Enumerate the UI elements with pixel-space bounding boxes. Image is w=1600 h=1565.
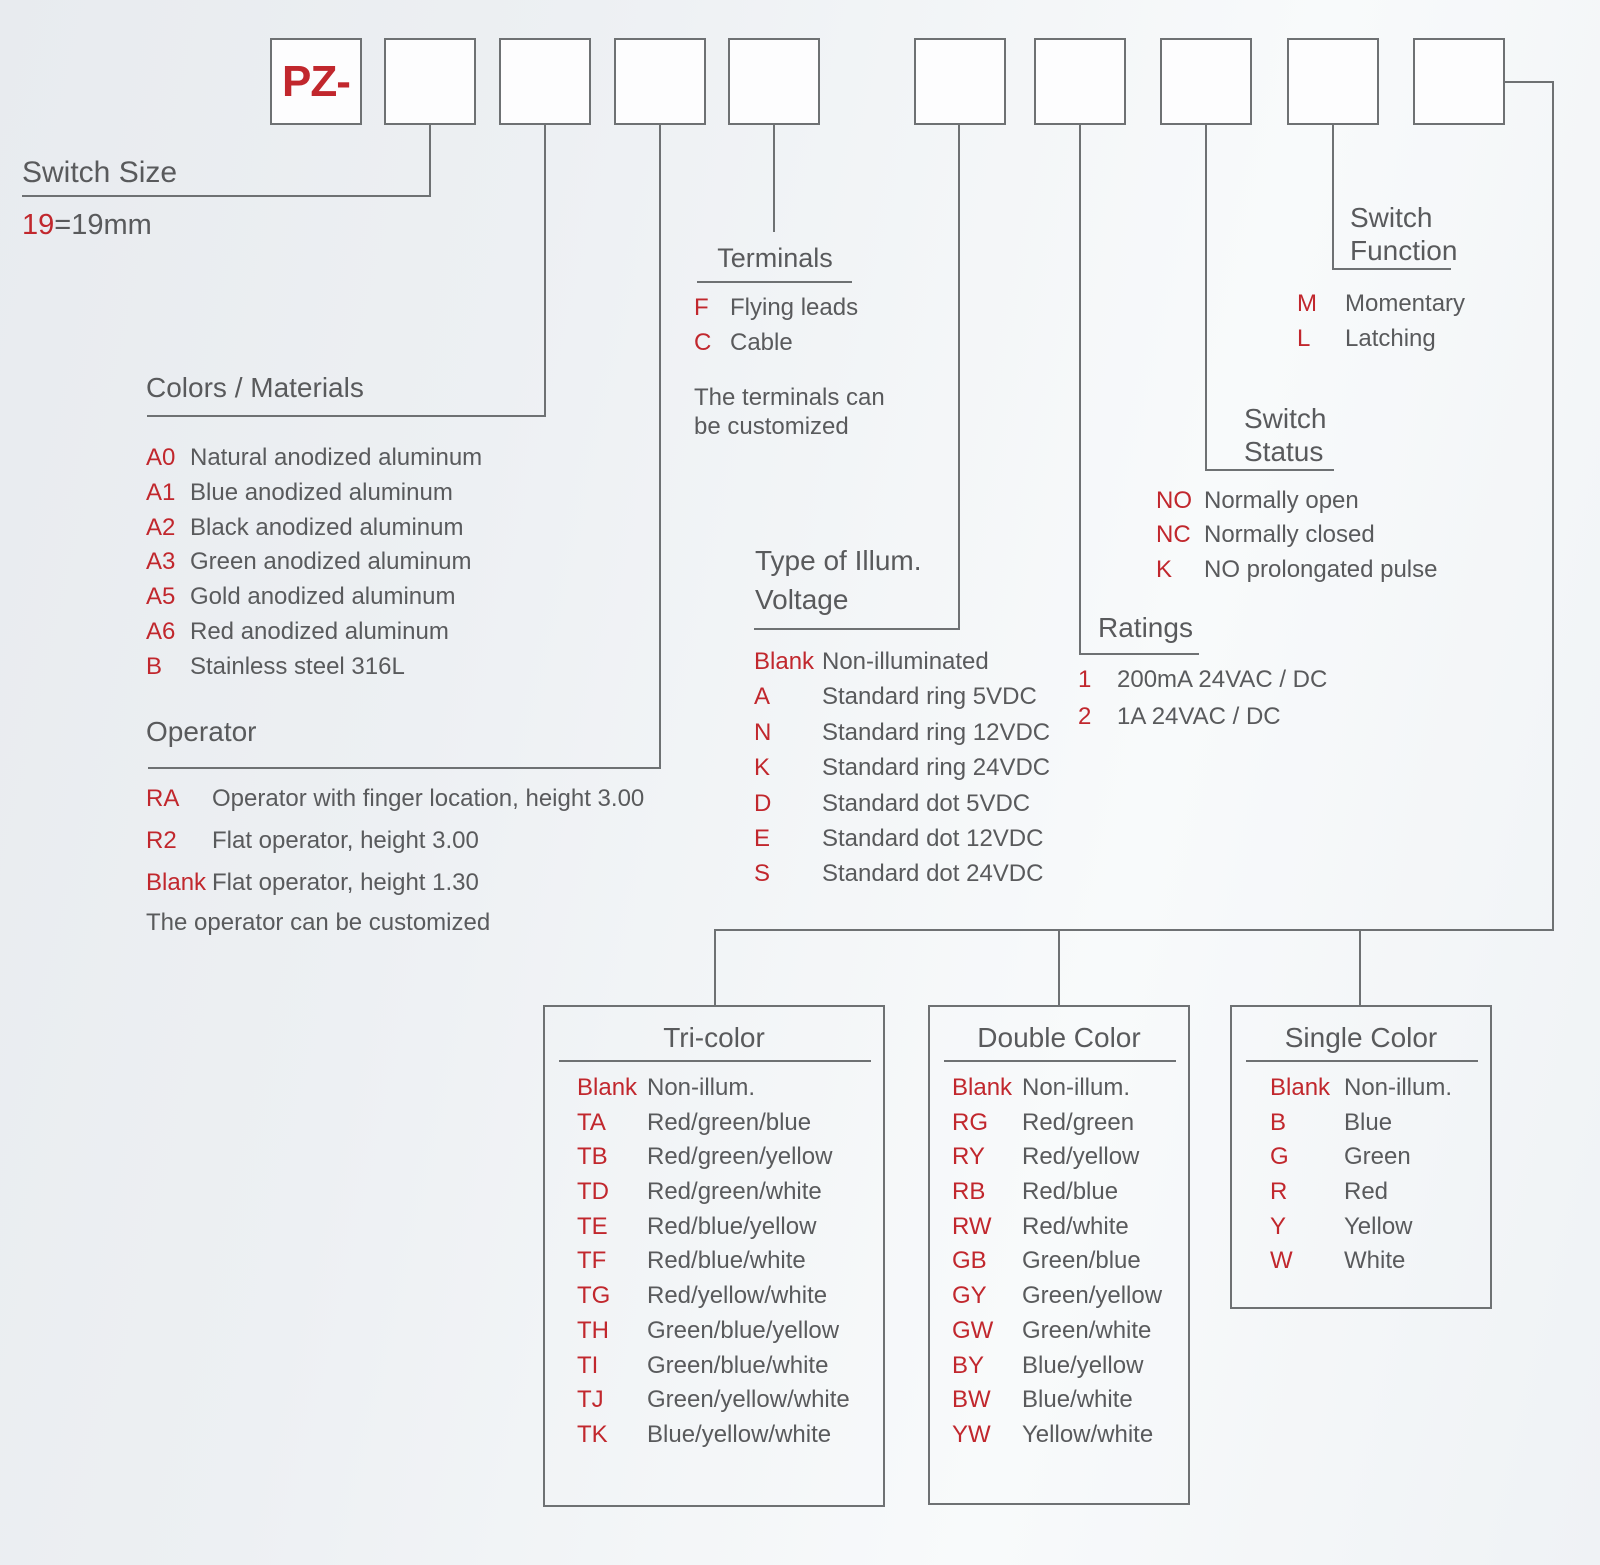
code-value: A0 xyxy=(146,444,176,471)
code-description: Blue/yellow/white xyxy=(647,1420,832,1448)
title-rule xyxy=(944,1060,1176,1062)
code-row xyxy=(952,1178,1162,1213)
code-row xyxy=(1270,1109,1452,1144)
switch-size-value xyxy=(22,208,177,242)
code-value: TH xyxy=(577,1316,609,1344)
code-row xyxy=(146,583,482,618)
code-value: 1 xyxy=(1078,666,1092,693)
code-value: A6 xyxy=(146,617,176,645)
code-description: Green/yellow xyxy=(1022,1282,1163,1310)
code-description: Blue xyxy=(1344,1108,1393,1136)
code-description: Red anodized aluminum xyxy=(190,617,449,645)
code-value: F xyxy=(694,294,709,321)
code-row xyxy=(577,1352,850,1387)
code-description: Flying leads xyxy=(730,294,859,321)
code-row xyxy=(754,825,1050,860)
code-row xyxy=(1156,521,1437,555)
code-description: Standard ring 12VDC xyxy=(822,718,1051,746)
code-box-switch-function xyxy=(1287,38,1379,125)
code-value: E xyxy=(754,824,771,852)
code-row xyxy=(1297,290,1465,325)
code-value: A1 xyxy=(146,478,176,506)
code-description: Standard dot 24VDC xyxy=(822,860,1044,888)
section-title-line: Type of Illum. xyxy=(755,545,922,576)
code-description: Normally closed xyxy=(1204,521,1375,549)
section-switch-status-title xyxy=(1244,402,1326,468)
code-value: B xyxy=(146,652,163,680)
code-box-illum-color xyxy=(1413,38,1505,125)
code-value: TD xyxy=(577,1178,609,1206)
section-colors-materials xyxy=(146,372,482,688)
code-description: Red xyxy=(1344,1178,1389,1206)
code-value: D xyxy=(754,789,772,817)
code-row xyxy=(754,683,1050,718)
section-title-line: Function xyxy=(1350,235,1458,266)
code-value: BW xyxy=(952,1386,991,1414)
code-description: Momentary xyxy=(1345,290,1466,317)
code-description: Stainless steel 316L xyxy=(190,652,405,680)
code-row xyxy=(952,1317,1162,1352)
code-value: A2 xyxy=(146,513,176,541)
ratings-list-wrap xyxy=(1078,666,1327,740)
code-description: Green xyxy=(1344,1143,1411,1171)
code-value: Blank xyxy=(146,869,207,896)
section-title: Ratings xyxy=(1098,612,1193,643)
code-description: Green/blue/yellow xyxy=(647,1316,840,1344)
code-value: K xyxy=(1156,555,1173,583)
code-row xyxy=(146,618,482,653)
code-description: NO prolongated pulse xyxy=(1204,555,1438,583)
code-value: GW xyxy=(952,1316,994,1344)
section-title-line: Switch xyxy=(1350,202,1433,233)
section-switch-size xyxy=(22,156,177,242)
code-list xyxy=(1270,1074,1452,1282)
code-description: Red/yellow xyxy=(1022,1143,1140,1171)
code-value: K xyxy=(754,754,771,782)
code-value: 19 xyxy=(22,209,55,241)
prefix-label: PZ- xyxy=(282,56,350,106)
code-value: GY xyxy=(952,1282,987,1310)
code-description: Flat operator, height 1.30 xyxy=(212,869,479,896)
code-row xyxy=(952,1421,1162,1456)
code-row xyxy=(952,1386,1162,1421)
code-row xyxy=(1270,1178,1452,1213)
code-row xyxy=(952,1074,1162,1109)
code-value: TF xyxy=(577,1247,607,1275)
code-value: RA xyxy=(146,785,180,812)
code-description: Operator with finger location, height 3.00 xyxy=(212,785,645,812)
code-value: TJ xyxy=(577,1386,604,1414)
code-description: Green/white xyxy=(1022,1316,1152,1344)
code-row xyxy=(1270,1074,1452,1109)
terminals-note-line: be customized xyxy=(694,413,849,440)
code-row xyxy=(146,514,482,549)
code-row xyxy=(1156,556,1437,590)
code-description: Cable xyxy=(730,328,793,356)
code-value: 2 xyxy=(1078,703,1092,730)
code-value: A5 xyxy=(146,583,176,611)
code-box-operator xyxy=(614,38,706,125)
code-value: L xyxy=(1297,325,1311,352)
code-list xyxy=(754,648,1050,896)
code-list xyxy=(694,294,885,363)
code-value: TG xyxy=(577,1282,611,1310)
code-value: S xyxy=(754,860,771,888)
code-description: Natural anodized aluminum xyxy=(190,444,483,471)
code-row xyxy=(754,860,1050,895)
code-value: B xyxy=(1270,1108,1287,1136)
code-description: Yellow xyxy=(1344,1212,1413,1240)
code-value: RY xyxy=(952,1143,985,1171)
code-row xyxy=(577,1317,850,1352)
section-title: Colors / Materials xyxy=(146,372,364,403)
code-description: Green/blue/white xyxy=(647,1351,829,1379)
code-row xyxy=(694,329,885,364)
section-title-line: Switch xyxy=(1244,403,1327,434)
code-description: Blue anodized aluminum xyxy=(190,478,453,506)
code-description: Red/blue xyxy=(1022,1178,1119,1206)
code-value: G xyxy=(1270,1143,1289,1171)
tri-color-box xyxy=(543,1005,885,1507)
code-row xyxy=(1297,325,1465,360)
code-description: 1A 24VAC / DC xyxy=(1117,703,1281,730)
code-value: C xyxy=(694,328,712,356)
code-row xyxy=(1078,703,1327,740)
section-title: Terminals xyxy=(717,243,833,273)
code-value: M xyxy=(1297,290,1317,317)
section-switch-function xyxy=(1297,290,1465,360)
code-value: GB xyxy=(952,1247,987,1275)
code-row xyxy=(952,1213,1162,1248)
code-description: Non-illum. xyxy=(1022,1074,1131,1101)
code-description: Black anodized aluminum xyxy=(190,513,464,541)
code-description: Latching xyxy=(1345,325,1436,352)
section-terminals xyxy=(690,242,860,274)
code-description: 200mA 24VAC / DC xyxy=(1117,666,1328,693)
title-rule xyxy=(559,1060,871,1062)
code-list xyxy=(952,1074,1162,1456)
code-row xyxy=(952,1109,1162,1144)
code-value: Blank xyxy=(577,1074,638,1101)
single-color-box xyxy=(1230,1005,1492,1309)
code-row xyxy=(754,790,1050,825)
code-value: NO xyxy=(1156,487,1192,514)
code-row xyxy=(146,653,482,688)
section-illumination xyxy=(754,648,1050,896)
code-row xyxy=(146,548,482,583)
section-switch-function-title xyxy=(1350,201,1457,267)
code-row xyxy=(577,1109,850,1144)
code-value: W xyxy=(1270,1247,1293,1275)
code-row xyxy=(577,1421,850,1456)
code-description: Non-illum. xyxy=(647,1074,756,1101)
code-list xyxy=(146,785,644,911)
code-box-colors-materials xyxy=(499,38,591,125)
code-list xyxy=(577,1074,850,1456)
code-value: RW xyxy=(952,1212,992,1240)
code-value: TB xyxy=(577,1143,608,1171)
box-title: Tri-color xyxy=(663,1022,765,1053)
code-row xyxy=(577,1074,850,1109)
code-value: Blank xyxy=(754,648,815,675)
code-row xyxy=(577,1213,850,1248)
section-ratings xyxy=(1098,612,1193,644)
code-description: Standard ring 5VDC xyxy=(822,683,1037,711)
code-description: Standard dot 5VDC xyxy=(822,789,1031,817)
code-row xyxy=(694,294,885,329)
code-description: Blue/yellow xyxy=(1022,1351,1144,1379)
code-row xyxy=(577,1386,850,1421)
code-box-switch-size xyxy=(384,38,476,125)
code-description: Normally open xyxy=(1204,487,1359,514)
code-description: Non-illum. xyxy=(1344,1074,1453,1101)
code-value: TE xyxy=(577,1212,608,1240)
code-row xyxy=(754,648,1050,683)
code-value: RB xyxy=(952,1178,986,1206)
section-switch-status xyxy=(1156,487,1437,590)
box-title: Single Color xyxy=(1284,1022,1438,1053)
code-row xyxy=(952,1282,1162,1317)
code-description: Green/yellow/white xyxy=(647,1386,850,1414)
code-row xyxy=(1270,1143,1452,1178)
code-description: =19mm xyxy=(54,209,152,241)
code-row xyxy=(146,827,644,869)
code-description: Red/blue/white xyxy=(647,1247,806,1275)
section-operator xyxy=(146,716,644,911)
code-description: Standard ring 24VDC xyxy=(822,754,1051,782)
code-row xyxy=(146,479,482,514)
code-box-illumination xyxy=(914,38,1006,125)
code-row xyxy=(146,444,482,479)
box-title: Double Color xyxy=(977,1022,1141,1053)
terminals-note-line: The terminals can xyxy=(694,384,885,411)
code-description: Gold anodized aluminum xyxy=(190,583,456,611)
code-row xyxy=(577,1143,850,1178)
code-row xyxy=(952,1143,1162,1178)
code-description: Red/green xyxy=(1022,1108,1135,1136)
code-description: Red/yellow/white xyxy=(647,1282,828,1310)
code-row xyxy=(146,869,644,911)
code-description: Standard dot 12VDC xyxy=(822,824,1044,852)
code-value: A xyxy=(754,683,771,711)
code-box-terminals xyxy=(728,38,820,125)
code-row xyxy=(577,1282,850,1317)
code-row xyxy=(1270,1247,1452,1282)
code-description: White xyxy=(1344,1247,1406,1275)
section-title-line: Status xyxy=(1244,436,1324,467)
code-value: Blank xyxy=(952,1074,1013,1101)
prefix-box xyxy=(270,38,362,125)
code-description: Red/green/blue xyxy=(647,1108,812,1136)
code-description: Flat operator, height 3.00 xyxy=(212,827,479,854)
code-list xyxy=(1297,290,1465,360)
code-row xyxy=(1156,487,1437,521)
code-value: YW xyxy=(952,1420,991,1448)
code-list xyxy=(1078,666,1327,740)
code-list xyxy=(146,444,482,688)
section-title: Switch Size xyxy=(22,156,178,189)
code-row xyxy=(952,1352,1162,1387)
terminals-list-wrap xyxy=(694,294,885,441)
code-description: Yellow/white xyxy=(1022,1420,1154,1448)
code-description: Non-illuminated xyxy=(822,648,989,675)
code-value: N xyxy=(754,718,772,746)
code-description: Green anodized aluminum xyxy=(190,548,472,576)
double-color-box xyxy=(928,1005,1190,1505)
section-title-line: Voltage xyxy=(755,584,849,615)
code-description: Blue/white xyxy=(1022,1386,1133,1414)
title-rule xyxy=(1246,1060,1478,1062)
section-illumination-title xyxy=(755,544,922,616)
code-description: Red/green/white xyxy=(647,1178,822,1206)
code-value: TA xyxy=(577,1108,606,1136)
operator-note: The operator can be customized xyxy=(146,909,491,936)
section-title: Operator xyxy=(146,716,257,747)
code-list xyxy=(1156,487,1437,590)
code-description: Red/white xyxy=(1022,1212,1129,1240)
code-value: TK xyxy=(577,1420,608,1448)
code-description: Red/green/yellow xyxy=(647,1143,833,1171)
code-box-switch-status xyxy=(1160,38,1252,125)
code-row xyxy=(1078,666,1327,703)
code-value: R xyxy=(1270,1178,1288,1206)
code-row xyxy=(1270,1213,1452,1248)
code-row xyxy=(952,1247,1162,1282)
code-row xyxy=(577,1178,850,1213)
code-description: Green/blue xyxy=(1022,1247,1141,1275)
code-row xyxy=(754,719,1050,754)
code-value: RG xyxy=(952,1108,988,1136)
code-value: TI xyxy=(577,1351,599,1379)
code-value: R2 xyxy=(146,827,177,854)
code-row xyxy=(754,754,1050,789)
code-box-ratings xyxy=(1034,38,1126,125)
code-value: A3 xyxy=(146,548,176,576)
code-value: Blank xyxy=(1270,1074,1331,1101)
code-value: Y xyxy=(1270,1212,1287,1240)
code-row xyxy=(146,785,644,827)
code-row xyxy=(577,1247,850,1282)
code-description: Red/blue/yellow xyxy=(647,1212,817,1240)
code-value: BY xyxy=(952,1351,985,1379)
code-value: NC xyxy=(1156,521,1191,549)
